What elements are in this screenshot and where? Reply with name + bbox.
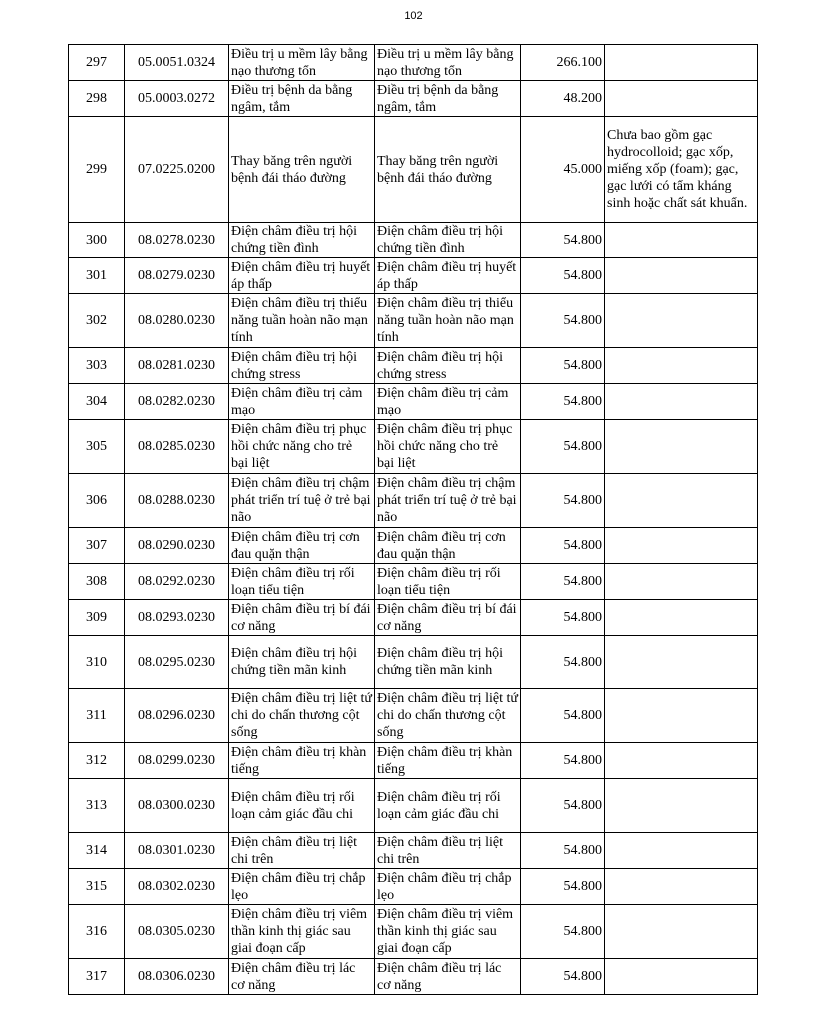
service-name-alt-cell: Điện châm điều trị lác cơ năng	[375, 959, 521, 995]
code-cell: 08.0306.0230	[125, 959, 229, 995]
code-cell: 08.0305.0230	[125, 905, 229, 959]
price-cell: 54.800	[521, 223, 605, 258]
table-row	[69, 528, 758, 564]
stt-cell: 305	[69, 420, 125, 474]
service-name-cell: Điện châm điều trị chắp lẹo	[229, 869, 375, 905]
code-cell: 08.0301.0230	[125, 833, 229, 869]
table-row	[69, 223, 758, 258]
service-name-cell: Điện châm điều trị rối loạn cảm giác đầu chi	[229, 779, 375, 833]
note-cell	[605, 348, 758, 384]
table-row	[69, 600, 758, 636]
code-cell: 05.0051.0324	[125, 45, 229, 81]
price-cell: 54.800	[521, 905, 605, 959]
service-name-alt-cell: Điện châm điều trị khàn tiếng	[375, 743, 521, 779]
code-cell: 08.0295.0230	[125, 636, 229, 689]
note-cell	[605, 869, 758, 905]
service-name-cell: Điện châm điều trị cơn đau quặn thận	[229, 528, 375, 564]
service-name-alt-cell: Điện châm điều trị hội chứng tiền mãn kinh	[375, 636, 521, 689]
price-cell: 54.800	[521, 348, 605, 384]
service-name-cell: Điện châm điều trị bí đái cơ năng	[229, 600, 375, 636]
price-cell: 54.800	[521, 600, 605, 636]
stt-cell: 311	[69, 689, 125, 743]
table-row	[69, 636, 758, 689]
service-name-cell: Điện châm điều trị viêm thần kinh thị giác sau giai đoạn cấp	[229, 905, 375, 959]
price-cell: 48.200	[521, 81, 605, 117]
note-cell	[605, 959, 758, 995]
service-name-cell: Điện châm điều trị lác cơ năng	[229, 959, 375, 995]
table-row	[69, 564, 758, 600]
code-cell: 08.0278.0230	[125, 223, 229, 258]
stt-cell: 303	[69, 348, 125, 384]
service-name-alt-cell: Thay băng trên người bệnh đái tháo đường	[375, 117, 521, 223]
price-cell: 54.800	[521, 959, 605, 995]
service-name-alt-cell: Điện châm điều trị chắp lẹo	[375, 869, 521, 905]
stt-cell: 310	[69, 636, 125, 689]
price-cell: 54.800	[521, 689, 605, 743]
service-name-cell: Điện châm điều trị hội chứng stress	[229, 348, 375, 384]
stt-cell: 314	[69, 833, 125, 869]
stt-cell: 304	[69, 384, 125, 420]
price-cell: 54.800	[521, 474, 605, 528]
stt-cell: 300	[69, 223, 125, 258]
note-cell	[605, 420, 758, 474]
table-row	[69, 689, 758, 743]
note-cell	[605, 474, 758, 528]
service-name-cell: Điện châm điều trị hội chứng tiền mãn kinh	[229, 636, 375, 689]
price-cell: 54.800	[521, 779, 605, 833]
price-cell: 54.800	[521, 528, 605, 564]
service-name-cell: Điện châm điều trị liệt tứ chi do chấn thương cột sống	[229, 689, 375, 743]
note-cell	[605, 258, 758, 294]
price-cell: 266.100	[521, 45, 605, 81]
service-name-alt-cell: Điện châm điều trị liệt chi trên	[375, 833, 521, 869]
table-row	[69, 117, 758, 223]
service-name-cell: Điện châm điều trị huyết áp thấp	[229, 258, 375, 294]
price-cell: 54.800	[521, 420, 605, 474]
code-cell: 08.0293.0230	[125, 600, 229, 636]
stt-cell: 317	[69, 959, 125, 995]
service-name-alt-cell: Điện châm điều trị cơn đau quặn thận	[375, 528, 521, 564]
table-row	[69, 779, 758, 833]
stt-cell: 315	[69, 869, 125, 905]
note-cell	[605, 81, 758, 117]
note-cell	[605, 528, 758, 564]
service-name-alt-cell: Điện châm điều trị hội chứng stress	[375, 348, 521, 384]
service-name-alt-cell: Điện châm điều trị phục hồi chức năng cho trẻ bại liệt	[375, 420, 521, 474]
stt-cell: 312	[69, 743, 125, 779]
service-name-alt-cell: Điện châm điều trị liệt tứ chi do chấn thương cột sống	[375, 689, 521, 743]
note-cell	[605, 45, 758, 81]
price-cell: 54.800	[521, 564, 605, 600]
table-row	[69, 81, 758, 117]
code-cell: 08.0302.0230	[125, 869, 229, 905]
note-cell	[605, 223, 758, 258]
service-name-cell: Điện châm điều trị liệt chi trên	[229, 833, 375, 869]
service-name-cell: Điện châm điều trị khàn tiếng	[229, 743, 375, 779]
service-name-cell: Điện châm điều trị hội chứng tiền đình	[229, 223, 375, 258]
stt-cell: 301	[69, 258, 125, 294]
price-table	[68, 44, 758, 995]
stt-cell: 313	[69, 779, 125, 833]
stt-cell: 309	[69, 600, 125, 636]
page-number: 102	[404, 10, 423, 22]
table-row	[69, 959, 758, 995]
table-row	[69, 474, 758, 528]
table-row	[69, 420, 758, 474]
table-row	[69, 833, 758, 869]
service-name-alt-cell: Điện châm điều trị cảm mạo	[375, 384, 521, 420]
code-cell: 08.0300.0230	[125, 779, 229, 833]
price-cell: 54.800	[521, 384, 605, 420]
price-cell: 54.800	[521, 743, 605, 779]
code-cell: 08.0299.0230	[125, 743, 229, 779]
stt-cell: 299	[69, 117, 125, 223]
table-row	[69, 743, 758, 779]
service-name-cell: Điện châm điều trị rối loạn tiểu tiện	[229, 564, 375, 600]
code-cell: 08.0288.0230	[125, 474, 229, 528]
note-cell	[605, 833, 758, 869]
price-cell: 54.800	[521, 258, 605, 294]
code-cell: 08.0280.0230	[125, 294, 229, 348]
table-row	[69, 348, 758, 384]
service-name-cell: Điện châm điều trị chậm phát triển trí tuệ ở trẻ bại não	[229, 474, 375, 528]
service-name-cell: Điều trị u mềm lây bằng nạo thương tổn	[229, 45, 375, 81]
price-cell: 54.800	[521, 833, 605, 869]
note-cell: Chưa bao gồm gạc hydrocolloid; gạc xốp, miếng xốp (foam); gạc, gạc lưới có tẩm kháng sinh hoặc chất sát khuẩn.	[605, 117, 758, 223]
service-name-cell: Điện châm điều trị thiểu năng tuần hoàn não mạn tính	[229, 294, 375, 348]
code-cell: 05.0003.0272	[125, 81, 229, 117]
service-name-alt-cell: Điện châm điều trị viêm thần kinh thị giác sau giai đoạn cấp	[375, 905, 521, 959]
note-cell	[605, 689, 758, 743]
stt-cell: 316	[69, 905, 125, 959]
code-cell: 07.0225.0200	[125, 117, 229, 223]
service-name-cell: Điện châm điều trị phục hồi chức năng cho trẻ bại liệt	[229, 420, 375, 474]
service-name-cell: Thay băng trên người bệnh đái tháo đường	[229, 117, 375, 223]
stt-cell: 298	[69, 81, 125, 117]
note-cell	[605, 779, 758, 833]
table-row	[69, 294, 758, 348]
code-cell: 08.0285.0230	[125, 420, 229, 474]
stt-cell: 297	[69, 45, 125, 81]
service-name-alt-cell: Điện châm điều trị hội chứng tiền đình	[375, 223, 521, 258]
service-name-alt-cell: Điều trị u mềm lây bằng nạo thương tổn	[375, 45, 521, 81]
table-row	[69, 258, 758, 294]
price-cell: 54.800	[521, 869, 605, 905]
note-cell	[605, 384, 758, 420]
code-cell: 08.0282.0230	[125, 384, 229, 420]
service-name-alt-cell: Điện châm điều trị bí đái cơ năng	[375, 600, 521, 636]
stt-cell: 306	[69, 474, 125, 528]
service-name-cell: Điện châm điều trị cảm mạo	[229, 384, 375, 420]
table-row	[69, 384, 758, 420]
note-cell	[605, 564, 758, 600]
table-row	[69, 869, 758, 905]
service-name-alt-cell: Điện châm điều trị rối loạn cảm giác đầu chi	[375, 779, 521, 833]
table-row	[69, 905, 758, 959]
code-cell: 08.0279.0230	[125, 258, 229, 294]
service-name-alt-cell: Điện châm điều trị huyết áp thấp	[375, 258, 521, 294]
note-cell	[605, 905, 758, 959]
price-cell: 54.800	[521, 636, 605, 689]
stt-cell: 307	[69, 528, 125, 564]
service-name-alt-cell: Điều trị bệnh da bằng ngâm, tắm	[375, 81, 521, 117]
code-cell: 08.0290.0230	[125, 528, 229, 564]
stt-cell: 302	[69, 294, 125, 348]
price-cell: 54.800	[521, 294, 605, 348]
service-name-alt-cell: Điện châm điều trị rối loạn tiểu tiện	[375, 564, 521, 600]
note-cell	[605, 636, 758, 689]
service-name-alt-cell: Điện châm điều trị chậm phát triển trí tuệ ở trẻ bại não	[375, 474, 521, 528]
note-cell	[605, 743, 758, 779]
price-cell: 45.000	[521, 117, 605, 223]
code-cell: 08.0292.0230	[125, 564, 229, 600]
table-row	[69, 45, 758, 81]
service-name-cell: Điều trị bệnh da bằng ngâm, tắm	[229, 81, 375, 117]
code-cell: 08.0296.0230	[125, 689, 229, 743]
code-cell: 08.0281.0230	[125, 348, 229, 384]
note-cell	[605, 600, 758, 636]
stt-cell: 308	[69, 564, 125, 600]
service-name-alt-cell: Điện châm điều trị thiểu năng tuần hoàn não mạn tính	[375, 294, 521, 348]
note-cell	[605, 294, 758, 348]
